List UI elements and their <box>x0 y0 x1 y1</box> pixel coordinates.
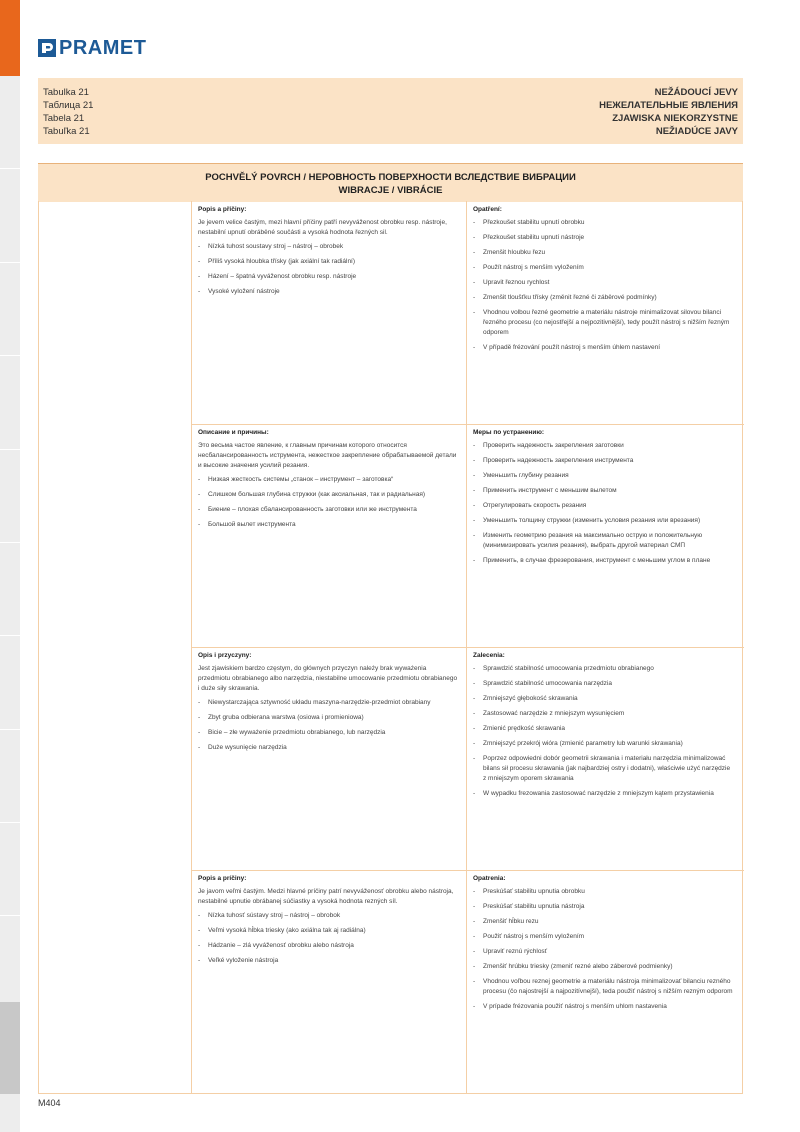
remedy-cell-pl <box>473 651 735 804</box>
list-item: - Nízká tuhost soustavy stroj – nástroj – obrobek <box>198 242 460 252</box>
table-title: ZJAWISKA NIEKORZYSTNE <box>612 113 738 124</box>
remedy-heading: Меры по устранению: <box>473 429 545 436</box>
table-number-list <box>43 86 93 138</box>
list-item: - V prípade frézovania použiť nástroj s menším uhlom nastavenia <box>473 1002 735 1012</box>
cause-cell-sk <box>198 874 460 971</box>
list-item: - Přezkoušet stabilitu upnutí obrobku <box>473 218 735 228</box>
side-tab-strip <box>0 0 20 1132</box>
list-item: - Уменьшить глубину резания <box>473 471 735 481</box>
table-title: NEŽIADÚCE JAVY <box>655 126 738 137</box>
cause-heading: Описание и причины: <box>198 429 269 436</box>
list-item: - Házení – špatná vyváženost obrobku resp. nástroje <box>198 272 460 282</box>
table-number: Tabulka 21 <box>43 87 89 98</box>
list-item: - Preskúšať stabilitu upnutia obrobku <box>473 887 735 897</box>
cause-list <box>198 911 460 966</box>
list-item: - Sprawdzić stabilność umocowania narzędzia <box>473 679 735 689</box>
list-item: - Použít nástroj s menším vyložením <box>473 263 735 273</box>
list-item: - Низкая жесткость системы „станок – инструмент – заготовка“ <box>198 475 460 485</box>
tab-divider <box>0 635 20 636</box>
list-item: - Биение – плохая сбалансированность заготовки или же инструмента <box>198 505 460 515</box>
table-number: Tabela 21 <box>43 113 85 124</box>
tab-divider <box>0 915 20 916</box>
remedy-cell-sk <box>473 874 735 1017</box>
tab-divider <box>0 449 20 450</box>
remedy-cell-ru <box>473 428 735 571</box>
table-title: НЕЖЕЛАТЕЛЬНЫЕ ЯВЛЕНИЯ <box>599 100 738 111</box>
list-item: - Отрегулировать скорость резания <box>473 501 735 511</box>
remedy-list <box>473 441 735 566</box>
list-item: - Poprzez odpowiedni dobór geometrii skrawania i materiału narzędzia minimalizować bilans sił procesu skrawania (jak najbardziej ostry i dodatni), właściwie użyć narzędzie z mniejszym oporem skrawania <box>473 754 735 784</box>
cause-heading: Popis a príčiny: <box>198 875 247 882</box>
list-item: - Большой вылет инструмента <box>198 520 460 530</box>
cause-heading: Popis a příčiny: <box>198 206 247 213</box>
remedy-list <box>473 218 735 353</box>
cause-list <box>198 698 460 753</box>
list-item: - Zastosować narzędzie z mniejszym wysunięciem <box>473 709 735 719</box>
tab-divider <box>0 262 20 263</box>
list-item: - Проверить надежность закрепления инструмента <box>473 456 735 466</box>
list-item: - Zmniejszyć przekrój wióra (zmienić parametry lub warunki skrawania) <box>473 739 735 749</box>
remedy-list <box>473 887 735 1012</box>
list-item: - Vhodnou voľbou reznej geometrie a materiálu nástroja minimalizovať bilanciu rezného procesu (čo najostrejší a najpozitívnejší), teda použiť nástroj s nižším rezným odporom <box>473 977 735 997</box>
cause-list <box>198 242 460 297</box>
list-item: - Nízka tuhosť sústavy stroj – nástroj – obrobok <box>198 911 460 921</box>
list-item: - Zmenšiť hrúbku triesky (zmeniť rezné alebo záberové podmienky) <box>473 962 735 972</box>
tab-divider <box>0 542 20 543</box>
list-item: - Zmenšit tloušťku třísky (změnit řezné či záběrové podmínky) <box>473 293 735 303</box>
list-item: - V případě frézování použít nástroj s menším úhlem nastavení <box>473 343 735 353</box>
brand-name: PRAMET <box>59 37 147 59</box>
section-title-band <box>38 163 743 202</box>
chapter-marker <box>0 0 20 76</box>
table-title: NEŽÁDOUCÍ JEVY <box>654 87 738 98</box>
list-item: - Použiť nástroj s menším vyložením <box>473 932 735 942</box>
list-item: - Veľmi vysoká hĺbka triesky (ako axiálna tak aj radiálna) <box>198 926 460 936</box>
page-number: M404 <box>38 1098 61 1108</box>
list-item: - W wypadku frezowania zastosować narzędzie z mniejszym kątem przystawienia <box>473 789 735 799</box>
remedy-heading: Zalecenia: <box>473 652 505 659</box>
tab-divider <box>0 729 20 730</box>
section-title-line: WIBRACJE / VIBRÁCIE <box>338 185 443 196</box>
list-item: - Применить инструмент с меньшим вылетом <box>473 486 735 496</box>
row-divider <box>191 647 744 648</box>
cause-description: Это весьма частое явление, к главным причинам которого относится несбалансированность иструмента, нежесткое закрепление обрабатываемой детали и высокие значения усилий резания. <box>198 442 457 469</box>
remedy-list <box>473 664 735 799</box>
remedy-cell-cz <box>473 205 735 358</box>
tab-divider <box>0 822 20 823</box>
list-item: - Veľké vyloženie nástroja <box>198 956 460 966</box>
cause-heading: Opis i przyczyny: <box>198 652 252 659</box>
list-item: - Příliš vysoká hloubka třísky (jak axiální tak radiální) <box>198 257 460 267</box>
cause-description: Je jevem velice častým, mezi hlavní příčiny patří nevyváženost obrobku resp. nástroje, nestabilní upnutí obráběné součásti a vysoká hodnota řezných sil. <box>198 219 447 236</box>
list-item: - Preskúšať stabilitu upnutia nástroja <box>473 902 735 912</box>
cause-cell-cz <box>198 205 460 302</box>
list-item: - Vysoké vyložení nástroje <box>198 287 460 297</box>
cause-list <box>198 475 460 530</box>
list-item: - Проверить надежность закрепления заготовки <box>473 441 735 451</box>
row-divider <box>191 424 744 425</box>
current-section-tab <box>0 1002 20 1094</box>
remedy-heading: Opatření: <box>473 206 502 213</box>
cause-cell-pl <box>198 651 460 758</box>
brand-logo <box>38 38 146 58</box>
list-item: - Niewystarczająca sztywność układu maszyna-narzędzie-przedmiot obrabiany <box>198 698 460 708</box>
section-title <box>38 164 743 197</box>
list-item: - Применить, в случае фрезерования, инструмент с меньшим углом в плане <box>473 556 735 566</box>
list-item: - Слишком большая глубина стружки (как аксиальная, так и радиальная) <box>198 490 460 500</box>
list-item: - Hádzanie – zlá vyváženosť obrobku alebo nástroja <box>198 941 460 951</box>
tab-divider <box>0 355 20 356</box>
list-item: - Zbyt gruba odbierana warstwa (osiowa i promieniowa) <box>198 713 460 723</box>
section-title-line: POCHVĚLÝ POVRCH / НЕРОВНОСТЬ ПОВЕРХНОСТИ ВСЛЕДСТВИЕ ВИБРАЦИИ <box>205 172 576 183</box>
list-item: - Upravit řeznou rychlost <box>473 278 735 288</box>
table-number: Таблица 21 <box>43 100 94 111</box>
list-item: - Přezkoušet stabilitu upnutí nástroje <box>473 233 735 243</box>
remedy-heading: Opatrenia: <box>473 875 506 882</box>
table-number: Tabuľka 21 <box>43 126 90 137</box>
list-item: - Zmenšiť hĺbku rezu <box>473 917 735 927</box>
tab-divider <box>0 168 20 169</box>
cause-cell-ru <box>198 428 460 535</box>
list-item: - Upraviť reznú rýchlosť <box>473 947 735 957</box>
table-header <box>38 78 743 144</box>
pramet-logo-icon <box>38 39 56 57</box>
list-item: - Duże wysunięcie narzędzia <box>198 743 460 753</box>
list-item: - Vhodnou volbou řezné geometrie a materiálu nástroje minimalizovat silovou bilanci řezného procesu (co nejostřejší a nejpozitivnější), tedy použít nástroj s nižším řezným odporem <box>473 308 735 338</box>
list-item: - Bicie – złe wyważenie przedmiotu obrabianego, lub narzędzia <box>198 728 460 738</box>
list-item: - Zmienić prędkość skrawania <box>473 724 735 734</box>
cause-description: Je javom veľmi častým. Medzi hlavné príčiny patrí nevyváženosť obrobku alebo nástroja, nestabilné upnutie obrábanej súčiastky a vysoká hodnota rezných síl. <box>198 888 454 905</box>
list-item: - Sprawdzić stabilność umocowania przedmiotu obrabianego <box>473 664 735 674</box>
list-item: - Zmniejszyć głębokość skrawania <box>473 694 735 704</box>
list-item: - Уменьшить толщину стружки (изменить условия резания или врезания) <box>473 516 735 526</box>
cause-description: Jest zjawiskiem bardzo częstym, do głównych przyczyn należy brak wyważenia przedmiotu obrabianego albo narzędzia, niestabilne umocowanie przedmiotu obrabianego i duże siły skrawania. <box>198 665 458 692</box>
list-item: - Изменить геометрию резания на максимально острую и положительную (минимизировать усилия резания), выбрать другой материал СМП <box>473 531 735 551</box>
table-title-list <box>599 86 738 138</box>
row-divider <box>191 870 744 871</box>
list-item: - Zmenšit hloubku řezu <box>473 248 735 258</box>
